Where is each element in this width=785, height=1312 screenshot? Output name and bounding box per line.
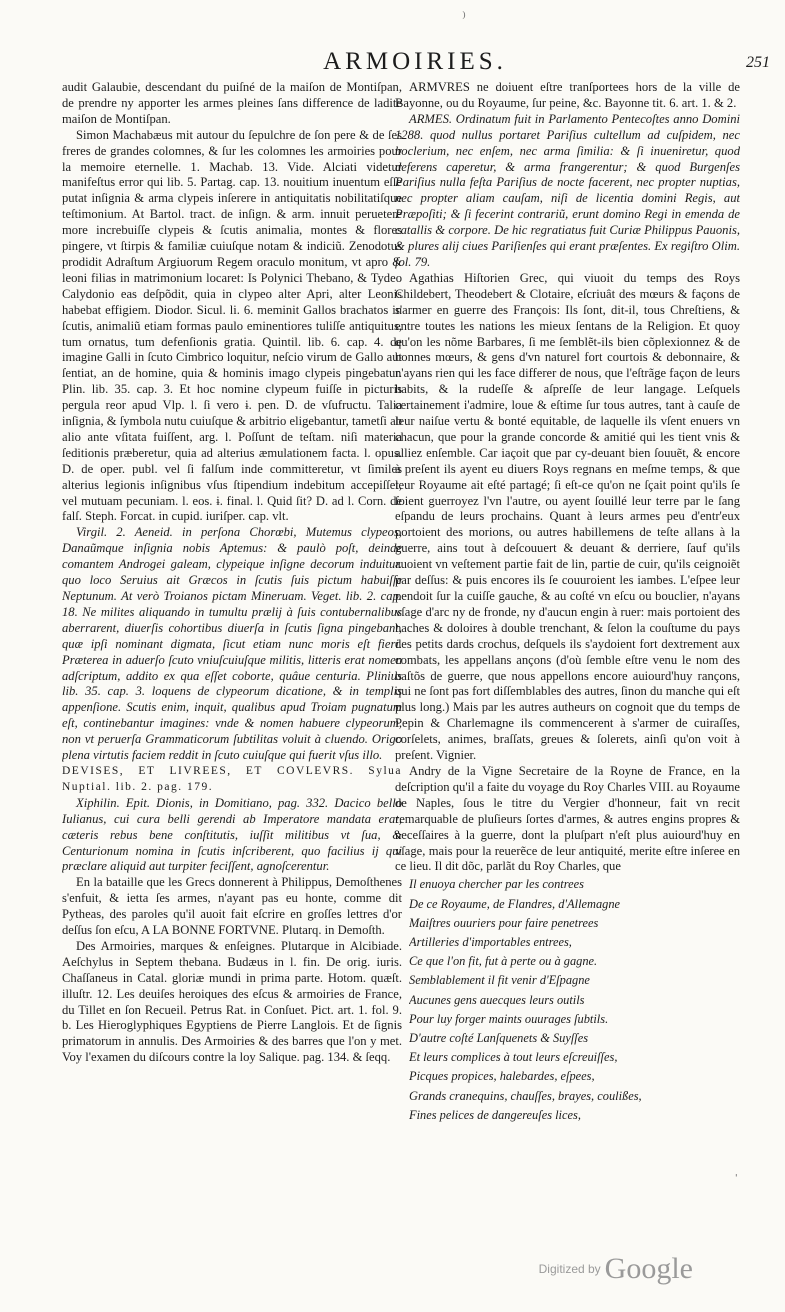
verse-line: Et leurs complices à tout leurs eſcreuiſſes,	[409, 1050, 618, 1065]
verse-line: Semblablement il fit venir d'Eſpagne	[409, 973, 590, 988]
paragraph: ARMVRES ne doiuent eſtre tranſportees hors de la ville de Bayonne, ou du Royaume, ſur peine, &c. Bayonne tit. 6. art. 1. & 2.	[395, 80, 740, 110]
verse-quotation	[395, 875, 740, 1125]
verse-line: Ce que l'on fit, fut à perte ou à gagne.	[409, 954, 598, 969]
paragraph: En la bataille que les Grecs donnerent à Philippus, Demoſthenes s'enfuit, & ietta ſes armes, n'ayant pas eu honte, comme dit Pytheas, des paroles qu'il auoit fait eſcrire en groſſes lettres d'or deſſus ſon eſcu, A LA BONNE FORTVNE. Plutarq. in Demoſth.	[62, 875, 402, 938]
verse-line: Picques propices, halebardes, eſpees,	[409, 1069, 595, 1084]
paragraph: Xiphilin. Epit. Dionis, in Domitiano, pag. 332. Dacico bello Iulianus, cui cura belli gerendi ab Imperatore mandata erat, cæteris rebus bene conſtitutis, iuſſit militibus vt ſua, & Centurionum nomina in ſcutis inſcriberent, quo facilius ij qui præclare aliquid aut turpiter feciſſent, agnoſcerentur.	[62, 795, 402, 874]
digitization-watermark	[539, 1252, 693, 1288]
left-column	[62, 80, 402, 1260]
paragraph: Des Armoiries, marques & enſeignes. Plutarque in Alcibiade. Aeſchylus in Septem thebana. Budæus in l. fin. De orig. iuris. Chaſſaneus in Catal. gloriæ mundi in prima parte. Hotom. quæſt. illuſtr. 12. Les deuiſes heroiques des eſcus & armoiries de France, du Tillet en ſon Recueil. Petrus Rat. in Conſuet. Pict. art. 1. fol. 9. b. Les Hieroglyphiques Egyptiens de Pierre Langlois. Et de ſignis primatorum in annulis. Des Armoiries & des barres que l'on y met. Voy l'examen du diſcours contre la loy Salique. pag. 134. & ſeqq.	[62, 938, 402, 1065]
running-title: ARMOIRIES.	[323, 48, 507, 75]
page-number: 251	[746, 54, 770, 71]
verse-line: D'autre coſté Lanſquenets & Suyſſes	[409, 1030, 589, 1045]
right-column	[395, 80, 740, 1260]
paragraph: audit Galaubie, descendant du puiſné de la maiſon de Montiſpan, de prendre ny apporter les armes pleines ſans difference de ladite maiſon de Montiſpan.	[62, 80, 402, 126]
paragraph: Agathias Hiſtorien Grec, qui viuoit du temps des Roys Childebert, Theodebert & Clotaire, eſcriuât des mœurs & façons de s'armer en guerre des François: Ils ſont, dit-il, tous Chreſtiens, & entre toutes les nations les mieux ſentans de la Religion. Et quoy qu'on les nõme Barbares, ſi me ſemblẽt-ils bien cõplexionnez & de bonnes mœurs, & gens d'vn naturel fort courtois & debonnaire, & n'ayans rien qui les face differer de nous, que l'eſtrãge façon de leurs habits, & la rudeſſe & aſpreſſe de leur langage. Leſquels certainement i'admire, loue & eſtime ſur tous autres, tant à cauſe de leur naiſue vertu & bonté equitable, de laquelle ils vſent enuers vn chacun, que pour la grande concorde & amitié qui les tient vnis & alliez enſemble. Car iaçoit que par cy-deuant bien ſouuẽt, & encore à preſent ils ayent eu diuers Roys regnans en meſme temps, & que leur Royaume ait eſté partagé; ſi eſt-ce qu'on ne ſçait point qu'ils ſe ſoient guerroyez l'vn l'autre, ou ayent ſouillé leur terre par le ſang eſpandu de leurs prochains. Quant à leurs armes peu d'entr'eux portoient des morions, ou autres habillemens de teſte allans à la guerre, ains tout à deſcouuert & deuant & derriere, ſauf qu'ils auoient vn veſtement partie fait de lin, partie de cuir, qu'ils ceignoiẽt par deſſus: & puis encores ils ſe couuroient les iambes. L'eſpee leur pendoit ſur la cuiſſe gauche, & au coſté vn eſcu ou bouclier, n'ayans vſage d'arc ny de fronde, ny d'aucun engin à ruer: mais portoient des haches & doloires à double trenchant, & ſelon la couſtume du pays des petits dards crochus, deſquels ils s'aydoient fort dextrement aux combats, les appellans ançons (d'où ſemble eſtre venu le nom des baſtõs de guerre, que nous appellons encore auiourd'huy rançons, qui ne ſont pas fort diſſemblables des autres, ſinon du manche qui eſt plus long.) Mais par les autres autheurs on cognoit que du temps de Pepin & Charlemagne ils commencerent à s'armer de cuiraſſes, corſelets, animes, braſſats, greues & ſolerets, ainſi qu'on voit à preſent. Vignier.	[395, 270, 740, 763]
paragraph: Simon Machabæus mit autour du ſepulchre de ſon pere & de ſes freres de grandes colomnes, & ſur les colomnes les armoiries pour la memoire eternelle. 1. Machab. 13. Vide. Alciati videtur manifeſtus error qui lib. 5. Partag. cap. 13. nouitium inuentum eſſe putat inſignia & arma clypeis inſerere in antiquitatis nobilitatiſque teſtimonium. At Bartol. tract. de inſign. & arm. innuit peruetere more increbuiſſe clypeis & ſcutis animalia, montes & flores pingere, vt ſtirpis & familiæ cuiuſque notam & indiciũ. Zenodotus prodidit Adraſtum Argiuorum Regem oraculo monitum, vt apro & leoni filias in matrimonium locaret: Is Polynici Thebano, & Tydeo Calydonio eas deſpõdit, quia in clypeo alter Apri, alter Leonis habebat effigiem. Diodor. Sicul. li. 6. meminit Gallos brachatos in ſcutis, animaliũ etiam formas paulo eminentiores tuliſſe antiquitus, tum ornatus, tum defenſionis gratia. Quintil. lib. 6. cap. 4. de imagine Galli in ſcuto Cimbrico loquitur, neſcio virum de Gallo aut ſentiat, an de homine, quia & hominis imago clypeis pingebatur. Plin. lib. 35. cap. 3. Et hoc nomine clypeum fuiſſe in picturis pergula reor apud Vlp. l. ſi vero ɨ. pen. D. de vſufructu. Talia inſignia, & ſymbola nutu cuiuſque & arbitrio eligebantur, tametſi ab alio ante vſitata fuiſſent, arg. l. Poſſunt de teſtam. niſi materia ſeditionis præberetur, quia ad alterius æmulationem facta. l. opus. D. de oper. publ. vel ſi falſum inde committeretur, vt ſimiles alterius legionis inſignibus vſus ſtipendium indebitum accepiſſet, vel mutuam pecuniam. l. eos. ɨ. final. l. Quid ſit? D. ad l. Corn. de falſ. Steph. Forcat. in cupid. iuriſper. cap. vlt.	[62, 127, 402, 524]
page-header	[60, 48, 770, 82]
verse-line: Artilleries d'importables entrees,	[409, 934, 572, 949]
watermark-logo: Google	[604, 1252, 693, 1285]
verse-line: Il enuoya chercher par les contrees	[409, 877, 584, 892]
verse-line: Grands cranequins, chauſſes, brayes, coulißes,	[409, 1088, 642, 1103]
paragraph: Andry de la Vigne Secretaire de la Royne de France, en la deſcription qu'il a faite du voyage du Roy Charles VIII. au Royaume de Naples, ſous le titre du Vergier d'honneur, fait vn recit remarquable de pluſieurs ſortes d'armes, & autres engins propres & neceſſaires à la guerre, dont la pluſpart n'eſt plus auiourd'huy en vſage, mais pour la reuerẽce de leur antiquité, merite eſtre inſeree en ce lieu. Il dit dõc, parlãt du Roy Charles, que	[395, 763, 740, 874]
verse-line: Maiſtres ouuriers pour faire penetrees	[409, 915, 599, 930]
margin-mark: ˈ	[733, 1172, 739, 1189]
paragraph: ARMES. Ordinatum fuit in Parlamento Pentecoſtes anno Domini 1288. quod nullus portaret Pariſius cultellum ad cuſpidem, nec boclerium, nec enſem, nec arma ſimilia: & ſi inueniretur, quod deferens caperetur, & arma frangerentur; & quod Burgenſes Pariſius nulla feſta Pariſius de nocte facerent, nec propter nuptias, nec propter aliam cauſam, niſi de licentia domini Regis, aut Præpoſiti; & ſi fecerint contrariũ, erunt domino Regi in emenda de catallis & corpore. De hic regratiatus fuit Curiæ Philippus Pauonis, & plures alij ciues Pariſienſes qui erant præſentes. Ex regiſtro Olim. fol. 79.	[395, 111, 740, 269]
verse-line: De ce Royaume, de Flandres, d'Allemagne	[409, 896, 621, 911]
paragraph: Virgil. 2. Aeneid. in perſona Chorœbi, Mutemus clypeos, Danaũmque inſignia nobis Aptemus: & paulò poſt, deinde comantem Androgei galeam, clypeique inſigne decorum induitur. quo loco Seruius ait Græcos in ſcutis ſuis pictum habuiſſe Neptunum. At verò Troianos pictam Mineruam. Veget. lib. 2. cap. 18. Ne milites aliquando in tumultu prælij à ſuis contubernalibus aberrarent, diuerſis cohortibus diuerſa in ſcutis ſigna pingebant, quæ ipſi nominant digmata, ſicut etiam nunc moris eſt fieri. Præterea in aduerſo ſcuto vniuſcuiuſque militis, litteris erat nomen adſcriptum, addito ex qua eſſet coborte, quâue centuria. Plinius lib. 35. cap. 3. loquens de clypeorum dicatione, & in templis appenſione. Scutis enim, inquit, qualibus apud Troiam pugnatum eſt, continebantur imagines: vnde & nomen habuere clypeorum, non vt peruerſa Grammaticorum ſubtilitas voluit à cluendo. Origo plena virtutis faciem reddit in ſcuto cuiuſque qui fuerit vſus illo.	[62, 525, 402, 763]
watermark-prefix: Digitized by	[538, 1262, 601, 1276]
verse-line: Fines pelices de dangereuſes lices,	[409, 1107, 581, 1122]
section-heading: DEVISES, ET LIVREES, ET COVLEVRS. Sylua Nuptial. lib. 2. pag. 179.	[62, 764, 402, 793]
margin-mark: ⁾	[462, 10, 466, 27]
verse-line: Aucunes gens auecques leurs outils	[409, 992, 585, 1007]
verse-line: Pour luy forger maints ouurages ſubtils.	[409, 1011, 609, 1026]
